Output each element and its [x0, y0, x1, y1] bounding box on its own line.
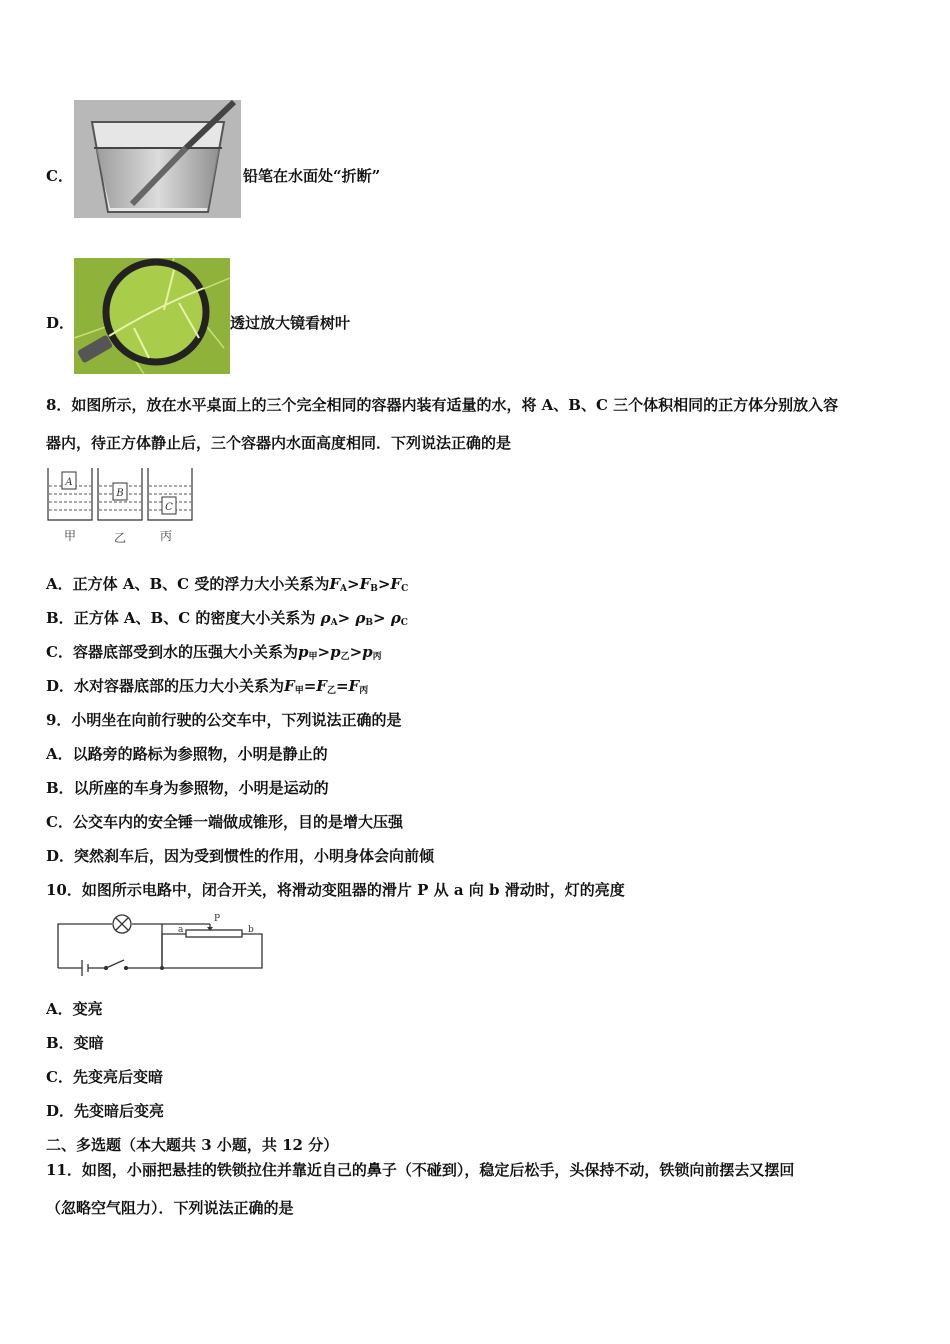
caption-yi: 乙 — [113, 531, 127, 545]
option-c-text: 铅笔在水面处“折断” — [243, 167, 381, 185]
cube-b-label: B — [116, 488, 124, 499]
caption-bing: 丙 — [159, 529, 173, 543]
caption-jia: 甲 — [63, 529, 77, 543]
q8-stem-line2: 器内，待正方体静止后，三个容器内水面高度相同．下列说法正确的是 — [46, 434, 512, 452]
slider-p-label: P — [214, 914, 221, 924]
q8-option-b: B．正方体 A、B、C 的密度大小关系为 $\rho_A> \rho_B> \rho_C$ — [46, 609, 408, 628]
q9-option-d: D．突然刹车后，因为受到惯性的作用，小明身体会向前倾 — [46, 847, 435, 865]
three-containers-figure — [46, 464, 196, 548]
q10-stem: 10．如图所示电路中，闭合开关，将滑动变阻器的滑片 P 从 a 向 b 滑动时，灯的亮度 — [46, 881, 625, 899]
option-c-label: C． — [46, 167, 73, 185]
q9-option-a: A．以路旁的路标为参照物，小明是静止的 — [46, 745, 328, 763]
magnifier-leaf-image — [74, 258, 230, 374]
q10-option-c: C．先变亮后变暗 — [46, 1068, 163, 1086]
q11-stem-line2: （忽略空气阻力）．下列说法正确的是 — [46, 1199, 294, 1217]
q10-option-d: D．先变暗后变亮 — [46, 1102, 165, 1120]
q9-option-b: B．以所座的车身为参照物，小明是运动的 — [46, 779, 329, 797]
option-d-text: 透过放大镜看树叶 — [230, 314, 351, 332]
q8-stem-line1: 8．如图所示，放在水平桌面上的三个完全相同的容器内装有适量的水，将 A、B、C 三个体积相同的正方体分别放入容 — [46, 396, 839, 414]
cube-a-label: A — [65, 477, 73, 488]
cube-c-label: C — [165, 502, 173, 513]
q11-stem-line1: 11．如图，小丽把悬挂的铁锁拉住并靠近自己的鼻子（不碰到），稳定后松手，头保持不动，铁锁向前摆去又摆回 — [46, 1161, 795, 1179]
section-2-heading: 二、多选题（本大题共 3 小题，共 12 分） — [46, 1136, 339, 1154]
q8-option-a: A．正方体 A、B、C 受的浮力大小关系为$F_A>F_B>F_C$ — [46, 575, 409, 594]
end-a-label: a — [178, 925, 184, 935]
circuit-diagram — [52, 910, 268, 976]
q8-option-c: C．容器底部受到水的压强大小关系为$p_甲>p_乙>p_丙$ — [46, 643, 382, 662]
q9-option-c: C．公交车内的安全锤一端做成锥形，目的是增大压强 — [46, 813, 403, 831]
q8-option-d: D．水对容器底部的压力大小关系为$F_甲=F_乙=F_丙$ — [46, 677, 369, 696]
q9-stem: 9．小明坐在向前行驶的公交车中，下列说法正确的是 — [46, 711, 402, 729]
option-d-label: D． — [46, 314, 75, 332]
q10-option-a: A．变亮 — [46, 1000, 103, 1018]
q10-option-b: B．变暗 — [46, 1034, 104, 1052]
end-b-label: b — [248, 925, 254, 935]
pencil-in-water-image — [74, 100, 241, 218]
